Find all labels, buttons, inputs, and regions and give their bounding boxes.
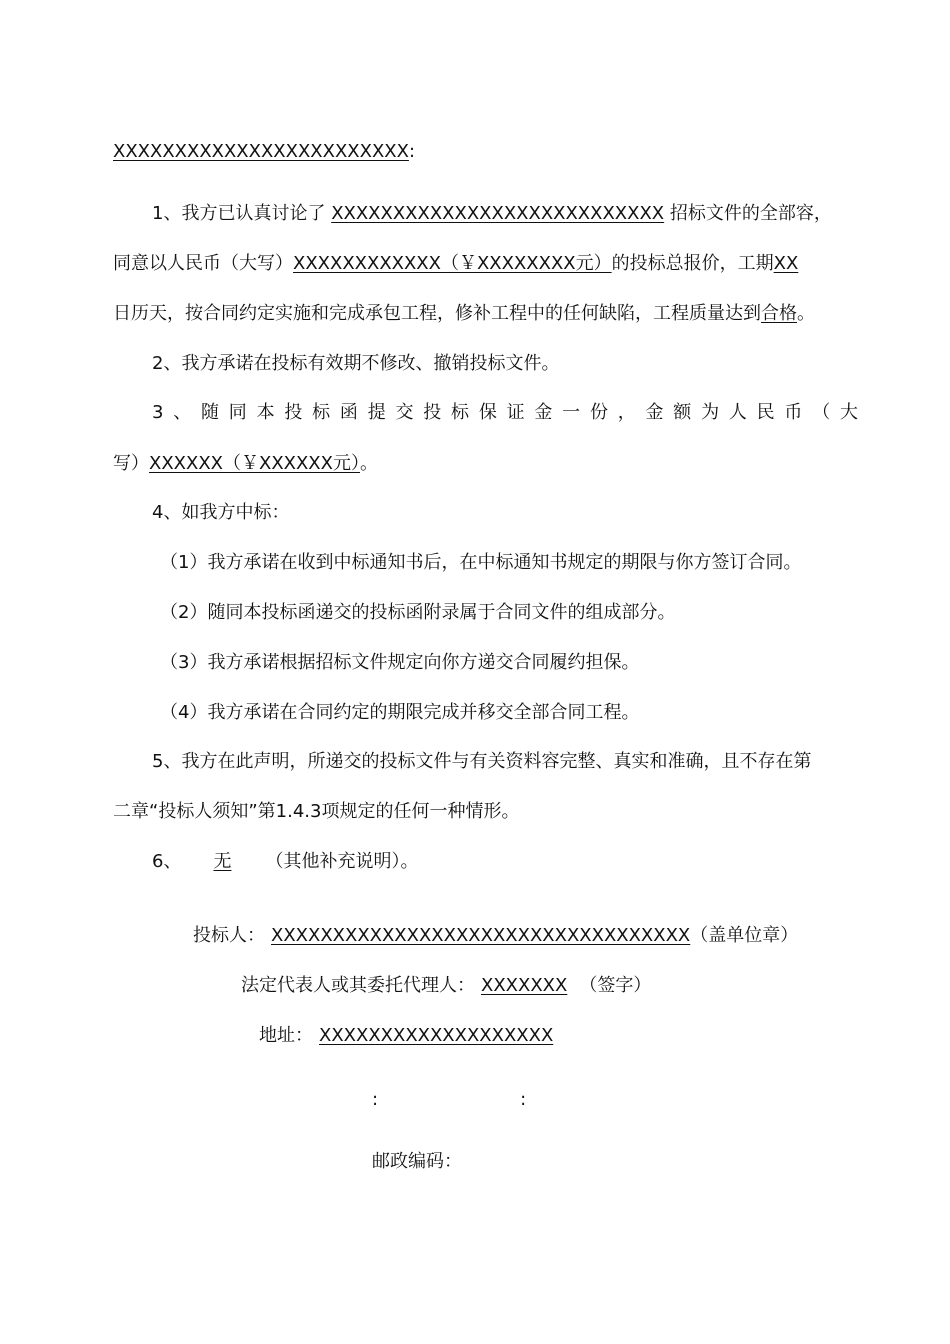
bidder-label: 投标人： [193,925,265,946]
para4-heading: 4、如我方中标： [152,502,290,523]
address-value [313,1025,613,1046]
address-text: XXXXXXXXXXXXXXXXXXX [319,1025,554,1046]
duration-value: XX [773,253,799,274]
para3-line1-char: （ [812,402,831,423]
para5-line2: 二章“投标人须知”第1.4.3项规定的任何一种情形。 [113,801,520,822]
para3-line1-char: 投 [284,402,303,423]
para3-line1-char: 保 [478,402,497,423]
para3-line1-char: 份 [589,402,608,423]
para3-line1-char: 金 [645,402,664,423]
para4-item: （1）我方承诺在收到中标通知书后，在中标通知书规定的期限与你方签订合同。 [160,552,802,573]
para1-line2 [113,251,798,277]
para6 [152,849,418,875]
para3-line1 [152,400,858,426]
representative-note: （签字） [579,975,652,996]
para3-line1-char: 同 [228,402,247,423]
quality-value: 合格 [761,303,797,324]
postcode-label: 邮政编码： [372,1151,462,1172]
para3-line1-char: 随 [201,402,220,423]
para3-line1-char: 本 [256,402,275,423]
para4-item: （3）我方承诺根据招标文件规定向你方递交合同履约担保。 [160,652,640,673]
deposit-amount: XXXXXX（￥XXXXXX元） [149,453,360,474]
address-label: 地址： [259,1025,313,1046]
para1-line2-prefix: 同意以人民币（大写） [113,253,293,274]
contact-colons-line [372,1087,526,1113]
para3-line1-char: 人 [728,402,747,423]
para1-line1 [152,201,832,227]
para3-line1-char: 投 [423,402,442,423]
bidder-name: XXXXXXXXXXXXXXXXXXXXXXXXXXXXXXXXXX [271,925,691,946]
para3-line1-char: ， [617,402,636,423]
para6-prefix: 6、 [152,851,182,872]
para3-line1-char: 交 [395,402,414,423]
project-name: XXXXXXXXXXXXXXXXXXXXXXXXXXX [331,203,665,224]
representative-line [241,973,651,999]
para1-line3-suffix: 。 [797,303,815,324]
para3-line1-char: 3 [152,402,164,423]
para2: 2、我方承诺在投标有效期不修改、撤销投标文件。 [152,353,560,374]
bidder-line [193,923,798,949]
bid-amount: XXXXXXXXXXXX（￥XXXXXXXX元） [293,253,612,274]
para3-line2-prefix: 写） [113,453,149,474]
para3-line1-char: 大 [839,402,858,423]
para3-line1-char: 证 [506,402,525,423]
addressee-line [113,139,415,165]
para1-line1-suffix: 招标文件的全部容， [664,203,832,224]
para3-line1-char: 金 [534,402,553,423]
representative-name: XXXXXXX [481,975,568,996]
bidder-note: （盖单位章） [690,925,799,946]
representative-value [475,975,579,996]
para3-line1-char: 为 [701,402,720,423]
para3-line1-char: 标 [451,402,470,423]
addressee-name: XXXXXXXXXXXXXXXXXXXXXXXX [113,141,409,162]
para4-item: （2）随同本投标函递交的投标函附录属于合同文件的组成部分。 [160,602,676,623]
bidder-value [265,925,690,946]
para1-line3-prefix: 日历天，按合同约定实施和完成承包工程，修补工程中的任何缺陷，工程质量达到 [113,303,761,324]
para3-line1-char: 额 [673,402,692,423]
para6-value: 无 [213,851,232,872]
para6-fill [181,851,265,872]
para3-line1-char: 一 [562,402,581,423]
address-line [259,1023,613,1049]
para3-line1-char: 函 [339,402,358,423]
para3-line1-char: 提 [367,402,386,423]
colon-b: : [520,1089,527,1110]
para1-line1-prefix: 1、我方已认真讨论了 [152,203,332,224]
para3-line1-char: 民 [756,402,775,423]
para3-line2-suffix: 。 [359,453,378,474]
para3-line1-char: 标 [312,402,331,423]
para1-line3 [113,301,815,327]
para3-line1-char: 、 [173,402,192,423]
para4-item: （4）我方承诺在合同约定的期限完成并移交全部合同工程。 [160,702,640,723]
para5-line1: 5、我方在此声明，所递交的投标文件与有关资料容完整、真实和准确，且不存在第 [152,751,812,772]
representative-label: 法定代表人或其委托代理人： [241,975,475,996]
para1-line2-middle: 的投标总报价，工期 [611,253,774,274]
addressee-colon: : [408,141,416,162]
para3-line1-char: 币 [784,402,803,423]
colon-a: : [372,1089,379,1110]
para3-line2 [113,451,378,477]
para6-suffix: （其他补充说明）。 [265,851,419,872]
